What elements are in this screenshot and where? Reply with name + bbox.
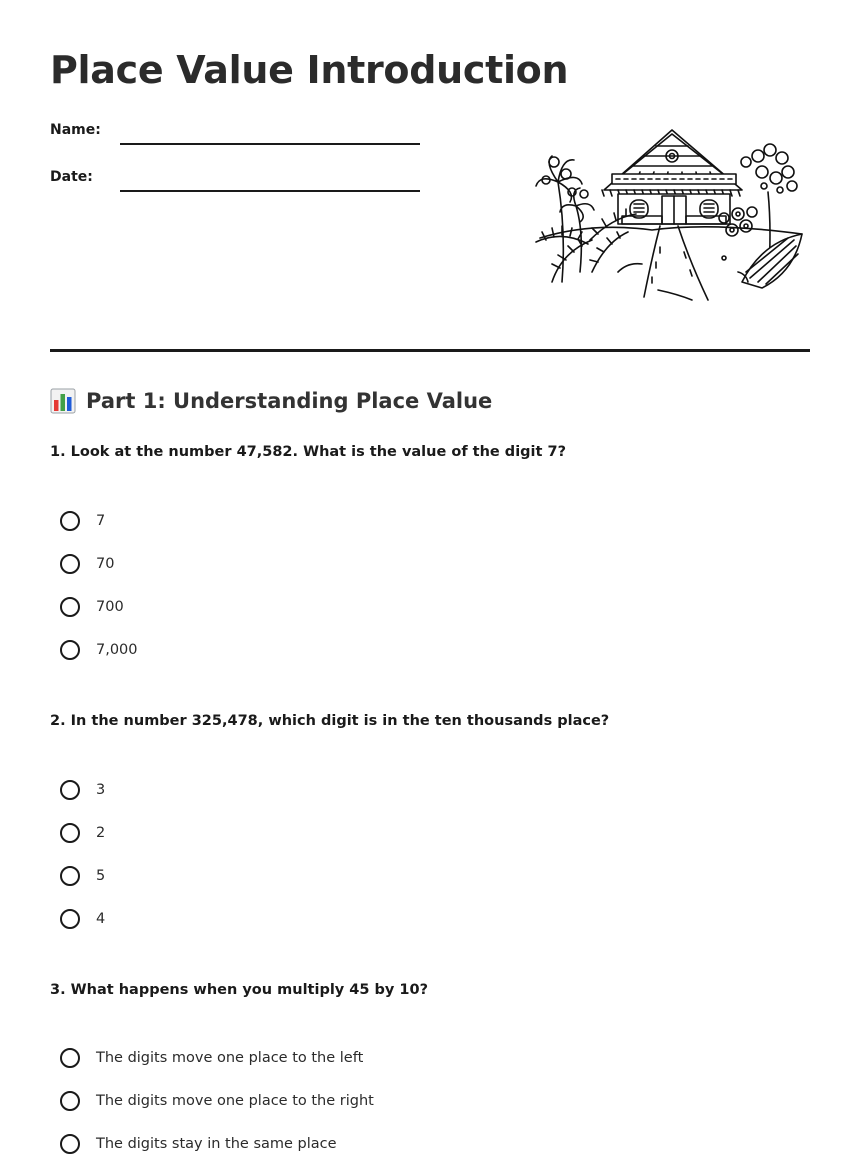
option-item[interactable] — [60, 863, 105, 889]
radio-button[interactable] — [60, 1048, 80, 1068]
option-item[interactable] — [60, 777, 105, 803]
option-item[interactable] — [60, 820, 105, 846]
option-label: The digits move one place to the left — [96, 1050, 364, 1066]
header-divider — [50, 349, 810, 352]
option-label: 4 — [96, 911, 106, 927]
option-label: 2 — [96, 825, 106, 841]
radio-button[interactable] — [60, 640, 80, 660]
option-item[interactable] — [60, 551, 114, 577]
name-write-line[interactable] — [120, 143, 420, 145]
question-text: 3. What happens when you multiply 45 by 10? — [50, 982, 428, 998]
option-label: 3 — [96, 782, 106, 798]
section-title-part1 — [50, 388, 492, 414]
option-item[interactable] — [60, 1088, 374, 1114]
worksheet-title: Place Value Introduction — [50, 48, 569, 92]
option-label: 700 — [96, 599, 124, 615]
option-item[interactable] — [60, 1131, 337, 1157]
option-label: The digits stay in the same place — [96, 1136, 337, 1152]
question-text: 2. In the number 325,478, which digit is in the ten thousands place? — [50, 713, 610, 729]
option-label: 5 — [96, 868, 106, 884]
question-1 — [50, 444, 810, 658]
radio-button[interactable] — [60, 909, 80, 929]
radio-button[interactable] — [60, 780, 80, 800]
tropical-house-illustration — [532, 122, 808, 306]
radio-button[interactable] — [60, 1091, 80, 1111]
radio-button[interactable] — [60, 554, 80, 574]
date-field-row — [50, 167, 430, 191]
option-label: 7 — [96, 513, 106, 529]
radio-button[interactable] — [60, 597, 80, 617]
bar-chart-icon — [50, 388, 76, 414]
question-text: 1. Look at the number 47,582. What is the value of the digit 7? — [50, 444, 566, 460]
question-2 — [50, 713, 810, 927]
option-item[interactable] — [60, 594, 124, 620]
name-field-row — [50, 120, 430, 144]
option-label: 70 — [96, 556, 115, 572]
option-item[interactable] — [60, 1045, 363, 1071]
name-label: Name: — [50, 122, 101, 138]
option-item[interactable] — [60, 508, 105, 534]
option-item[interactable] — [60, 637, 138, 663]
option-item[interactable] — [60, 906, 105, 932]
date-write-line[interactable] — [120, 190, 420, 192]
radio-button[interactable] — [60, 511, 80, 531]
section-title-text: Part 1: Understanding Place Value — [86, 389, 493, 413]
option-label: The digits move one place to the right — [96, 1093, 374, 1109]
radio-button[interactable] — [60, 866, 80, 886]
option-label: 7,000 — [96, 642, 138, 658]
radio-button[interactable] — [60, 1134, 80, 1154]
radio-button[interactable] — [60, 823, 80, 843]
date-label: Date: — [50, 169, 93, 185]
question-3 — [50, 982, 810, 1152]
